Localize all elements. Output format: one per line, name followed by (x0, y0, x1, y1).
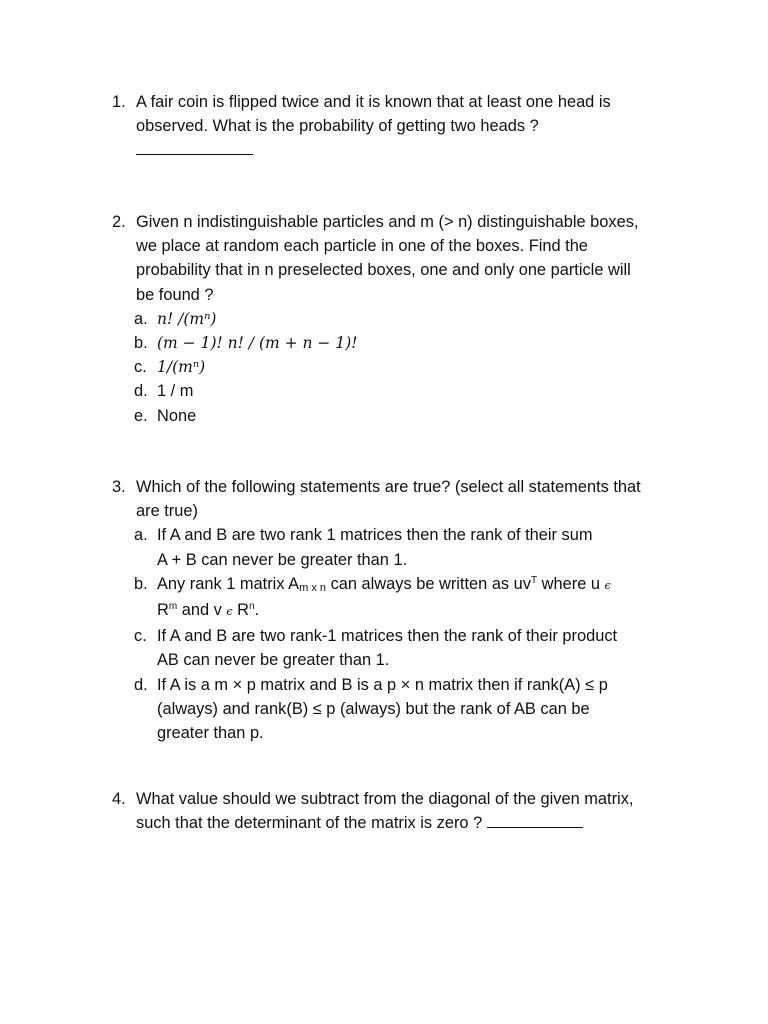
option-a (112, 307, 692, 331)
question-line: we place at random each particle in one of the boxes. Find the (136, 237, 588, 256)
superscript: m (168, 601, 178, 613)
question-line: probability that in n preselected boxes, one and only one particle will (136, 261, 631, 280)
option-c (112, 624, 692, 672)
option-d (112, 379, 692, 403)
option-text: 1/(mⁿ) (157, 358, 206, 377)
question-line: A fair coin is flipped twice and it is known that at least one head is (136, 93, 611, 111)
question-line: Given n indistinguishable particles and m (> n) distinguishable boxes, (136, 213, 639, 231)
text-segment: Any rank 1 matrix A (157, 574, 300, 593)
question-text (136, 90, 692, 163)
question-line: are true) (136, 502, 198, 521)
question-line: What value should we subtract from the diagonal of the given matrix, (136, 790, 634, 808)
option-letter: d. (134, 382, 148, 401)
option-text: (always) and rank(B) ≤ p (always) but the rank of AB can be (157, 699, 590, 718)
option-letter: a. (134, 309, 148, 328)
text-segment: . (254, 601, 260, 620)
text-segment: R (157, 601, 169, 620)
text-segment: can always be written as uv (326, 574, 531, 593)
question-line: observed. What is the probability of getting two heads ? (136, 117, 539, 136)
question-text (136, 210, 692, 307)
option-list (112, 523, 692, 745)
text-segment: R (232, 601, 249, 620)
option-letter: b. (134, 574, 148, 593)
option-text: If A and B are two rank-1 matrices then the rank of their product (157, 627, 618, 646)
question-1 (112, 90, 692, 163)
option-text: greater than p. (157, 724, 264, 743)
option-d (112, 673, 692, 746)
question-3 (112, 475, 692, 745)
option-letter: d. (134, 675, 148, 694)
option-b (112, 331, 692, 355)
question-text (136, 787, 692, 835)
option-e (112, 404, 692, 428)
option-letter: b. (134, 334, 148, 353)
option-letter: a. (134, 526, 148, 545)
question-4 (112, 787, 692, 835)
option-text: (m − 1)! n! / (m + n − 1)! (157, 334, 358, 353)
superscript: n (248, 601, 255, 613)
answer-line (136, 138, 692, 162)
option-a (112, 523, 692, 571)
option-text: 1 / m (157, 382, 194, 401)
option-text: None (157, 406, 197, 425)
option-text: A + B can never be greater than 1. (157, 550, 408, 569)
option-c (112, 355, 692, 379)
element-of-symbol: ϵ (604, 578, 611, 592)
option-text: AB can never be greater than 1. (157, 651, 390, 670)
subscript: m x n (299, 581, 327, 594)
text-segment: where u (537, 574, 605, 593)
answer-blank[interactable] (487, 813, 583, 828)
question-number: 1. (112, 93, 126, 111)
answer-blank[interactable] (136, 140, 253, 155)
option-letter: e. (134, 406, 148, 425)
question-number: 4. (112, 790, 126, 808)
option-list (112, 307, 692, 428)
question-line (136, 811, 692, 835)
option-text: n! /(mⁿ) (157, 309, 217, 328)
option-b (112, 572, 692, 624)
question-line: Which of the following statements are true? (select all statements that (136, 478, 641, 496)
question-text (136, 475, 692, 523)
superscript: T (531, 574, 538, 586)
question-number: 3. (112, 478, 126, 496)
option-letter: c. (134, 358, 147, 377)
question-2 (112, 210, 692, 428)
text-segment: and v (177, 601, 227, 620)
option-text (157, 598, 692, 624)
option-text (157, 572, 692, 598)
question-number: 2. (112, 213, 126, 231)
option-letter: c. (134, 627, 147, 646)
option-text: If A is a m × p matrix and B is a p × n matrix then if rank(A) ≤ p (157, 675, 608, 694)
element-of-symbol: ϵ (226, 605, 233, 619)
text-segment: such that the determinant of the matrix is zero ? (136, 814, 483, 833)
option-text: If A and B are two rank 1 matrices then the rank of their sum (157, 526, 593, 545)
question-line: be found ? (136, 285, 214, 304)
